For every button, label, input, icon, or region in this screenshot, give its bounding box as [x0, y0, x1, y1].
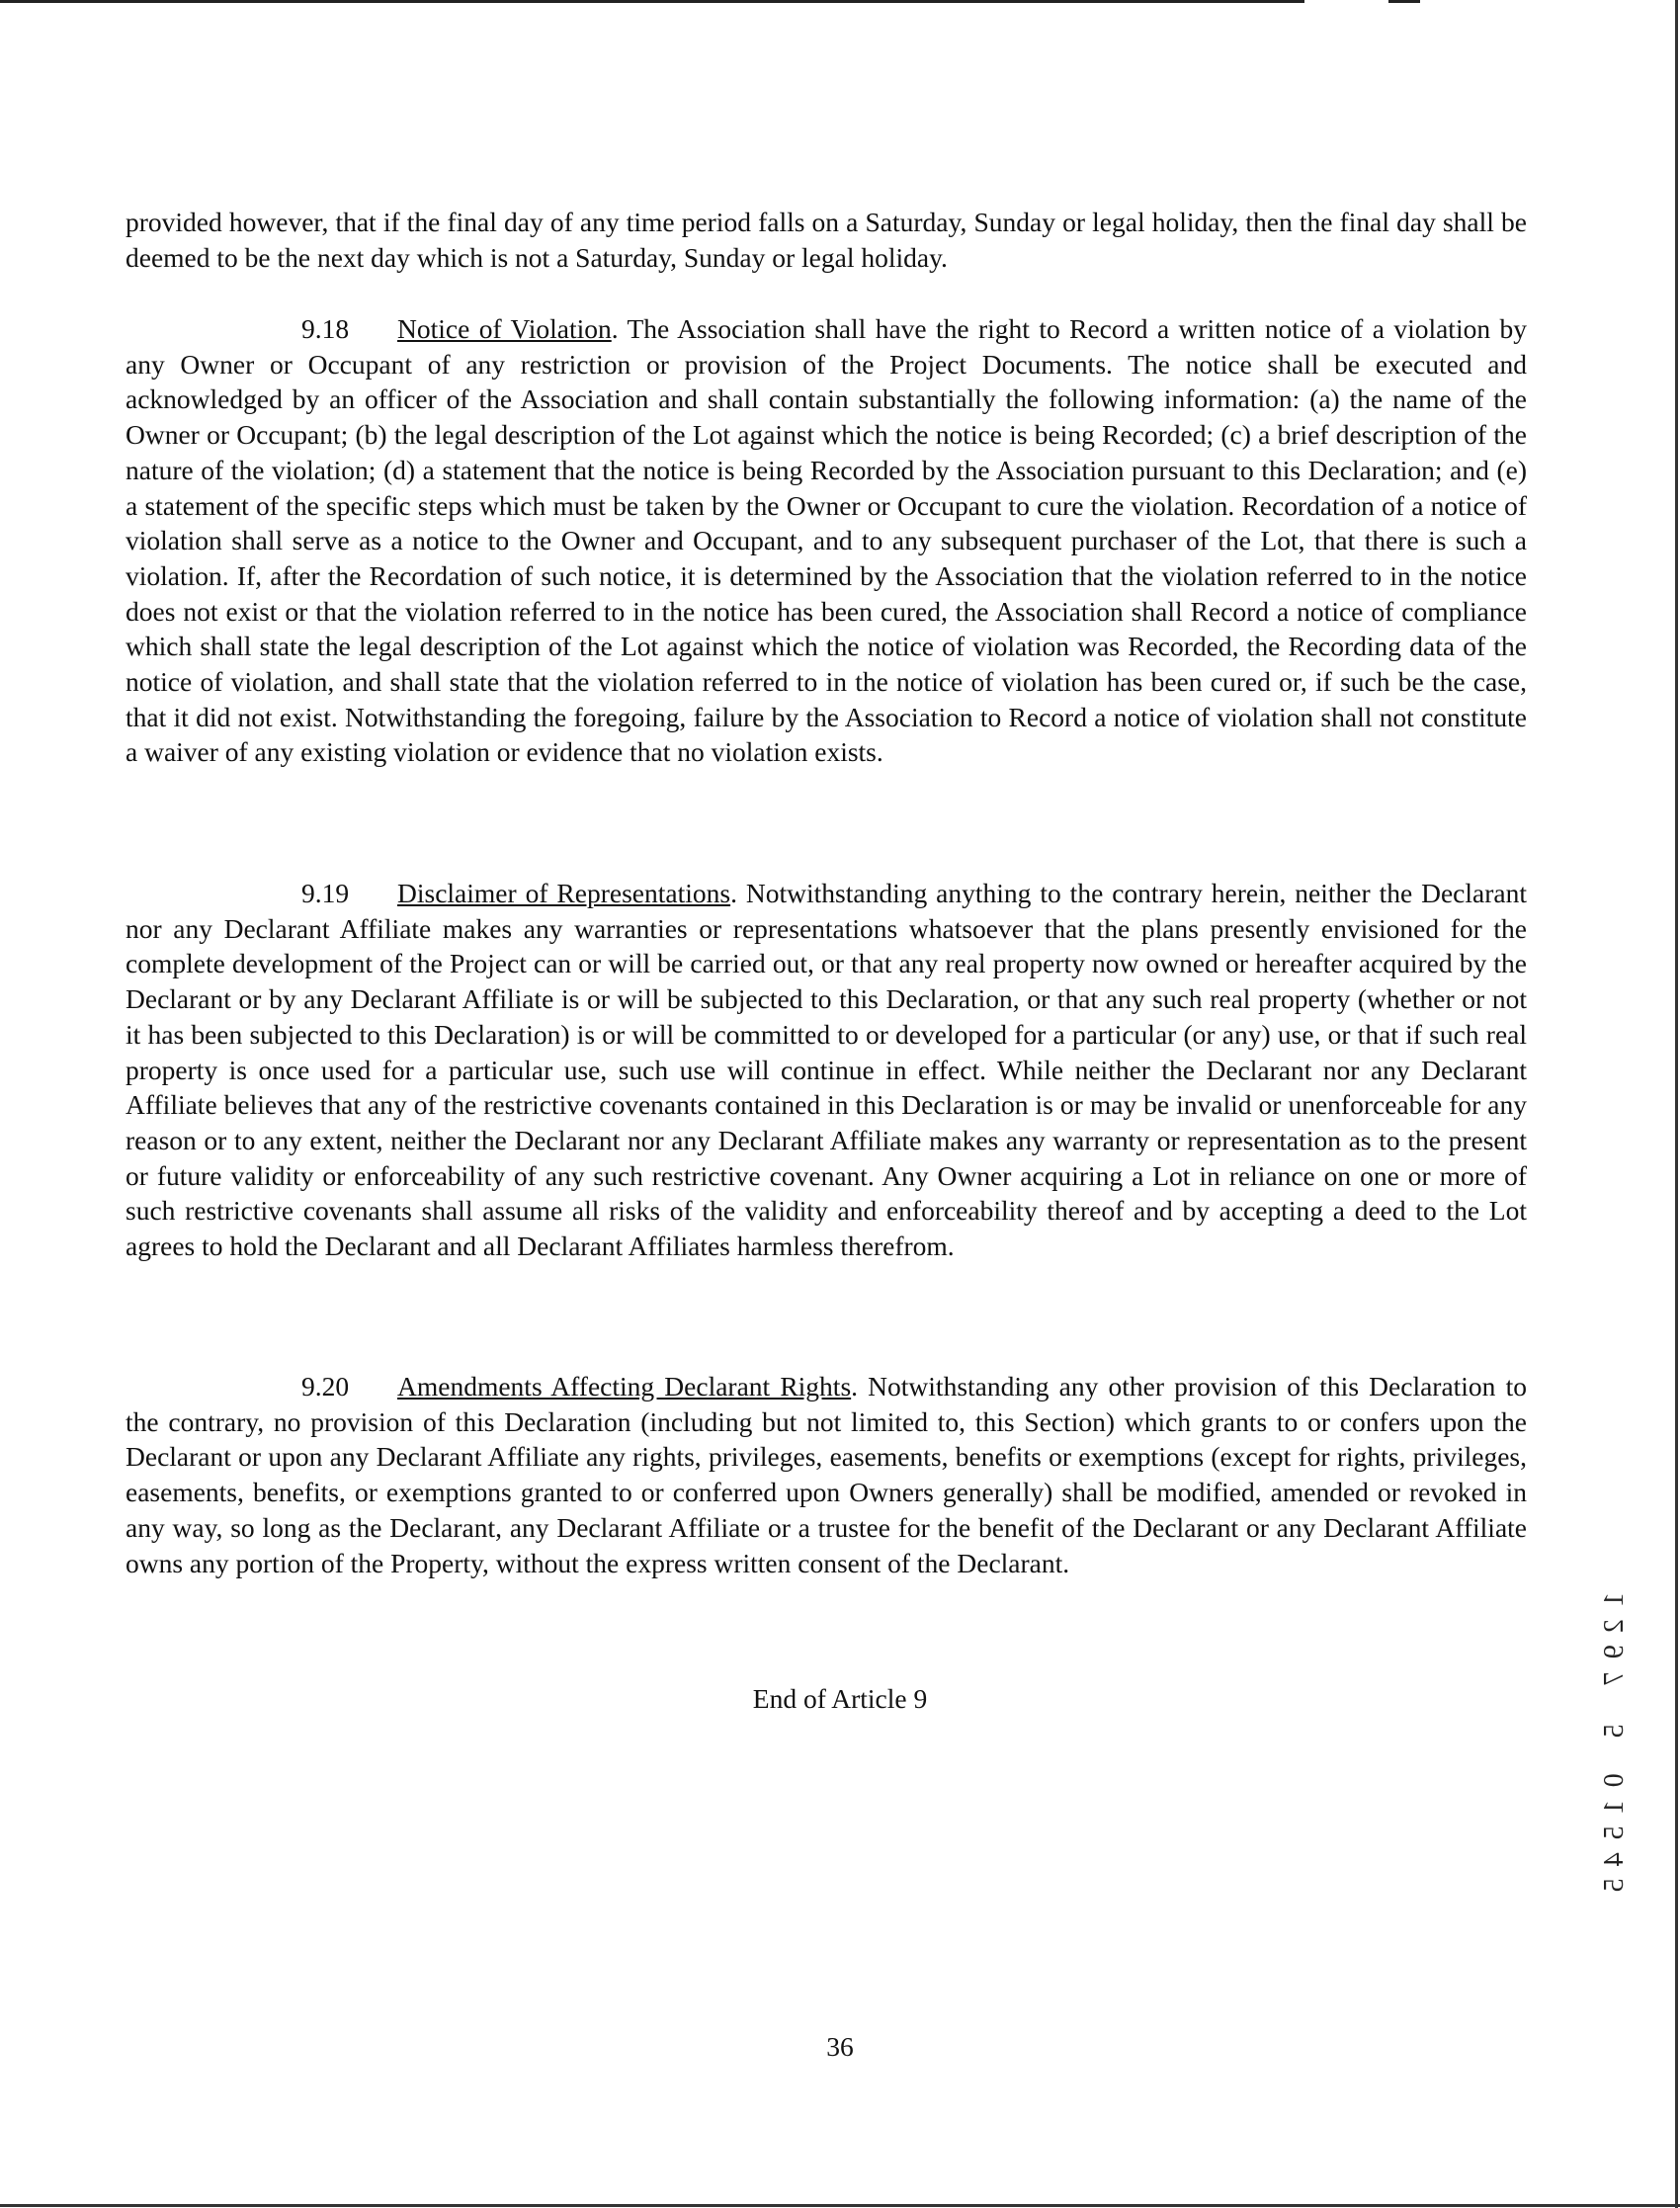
recording-stamp	[1598, 1586, 1630, 1899]
scan-right-border	[1675, 0, 1678, 2208]
section-text: . Notwithstanding any other provision of this Declaration to the contrary, no provision of this Declaration (including but not limited to, this Section) which grants to or confers upon the Declarant or upon any Declarant Affiliate any rights, privileges, easements, benefits or exemptions (except for rights, privileges, easements, benefits, or exemptions granted to or conferred upon Owners generally) shall be modified, amended or revoked in any way, so long as the Declarant, any Declarant Affiliate or a trustee for the benefit of the Declarant or any Declarant Affiliate owns any portion of the Property, without the express written consent of the Declarant.	[126, 1371, 1527, 1578]
recording-number-part2	[1598, 1767, 1630, 1899]
section-title: Disclaimer of Representations	[397, 878, 731, 908]
recording-digit: 0	[1598, 1773, 1630, 1788]
recording-number-part1	[1598, 1586, 1630, 1743]
recording-digit: 7	[1598, 1670, 1630, 1685]
end-of-article-label: End of Article 9	[752, 1683, 928, 1714]
recording-digit	[1602, 1690, 1629, 1718]
recording-digit: 2	[1598, 1618, 1630, 1633]
recording-digit: 1	[1598, 1592, 1630, 1607]
recording-digit: 4	[1598, 1851, 1630, 1866]
page-number: 36	[826, 2031, 854, 2062]
continuation-paragraph	[126, 205, 1527, 275]
recording-digit: 5	[1598, 1723, 1630, 1738]
section-number: 9.20	[301, 1371, 350, 1401]
section-9-19	[126, 876, 1527, 1264]
scan-bottom-border	[0, 2204, 1680, 2207]
scan-top-mark	[1388, 0, 1420, 3]
section-title: Amendments Affecting Declarant Rights	[397, 1371, 852, 1401]
section-9-20	[126, 1369, 1527, 1580]
section-text: . Notwithstanding anything to the contrary herein, neither the Declarant nor any Declarant Affiliate makes any warranties or representations whatsoever that the plans presently envisioned for the complete development of the Project can or will be carried out, or that any real property now owned or hereafter acquired by the Declarant or by any Declarant Affiliate is or will be subjected to this Declaration, or that any such real property (whether or not it has been subjected to this Declaration) is or will be committed to or developed for a particular (or any) use, or that if such real property is once used for a particular use, such use will continue in effect. While neither the Declarant nor any Declarant Affiliate believes that any of the restrictive covenants contained in this Declaration is or may be invalid or unenforceable for any reason or to any extent, neither the Declarant nor any Declarant Affiliate makes any warranty or representation as to the present or future validity or enforceability of any such restrictive covenant. Any Owner acquiring a Lot in reliance on one or more of such restrictive covenants shall assume all risks of the validity and enforceability thereof and by accepting a deed to the Lot agrees to hold the Declarant and all Declarant Affiliates harmless therefrom.	[126, 878, 1527, 1262]
recording-digit: 5	[1598, 1878, 1630, 1893]
section-number: 9.19	[301, 878, 350, 908]
section-9-18	[126, 311, 1527, 770]
recording-digit: 5	[1598, 1826, 1630, 1840]
recording-digit: 9	[1598, 1645, 1630, 1659]
section-number: 9.18	[301, 313, 350, 344]
scan-top-rule	[0, 0, 1304, 3]
section-text: . The Association shall have the right to Record a written notice of a violation by any Owner or Occupant of any restriction or provision of the Project Documents. The notice shall be executed and acknowledged by an officer of the Association and shall contain substantially the following information: (a) the name of the Owner or Occupant; (b) the legal description of the Lot against which the notice is being Recorded; (c) a brief description of the nature of the violation; (d) a statement that the notice is being Recorded by the Association pursuant to this Declaration; and (e) a statement of the specific steps which must be taken by the Owner or Occupant to cure the violation. Recordation of a notice of violation shall serve as a notice to the Owner and Occupant, and to any subsequent purchaser of the Lot, that there is such a violation. If, after the Recordation of such notice, it is determined by the Association that the violation referred to in the notice does not exist or that the violation referred to in the notice has been cured, the Association shall Record a notice of compliance which shall state the legal description of the Lot against which the notice of violation was Recorded, the Recording data of the notice of violation, and shall state that the violation referred to in the notice of violation has been cured or, if such be the case, that it did not exist. Notwithstanding the foregoing, failure by the Association to Record a notice of violation shall not constitute a waiver of any existing violation or evidence that no violation exists.	[126, 313, 1527, 768]
section-title: Notice of Violation	[397, 313, 612, 344]
recording-digit: 1	[1598, 1799, 1630, 1814]
continuation-text: provided however, that if the final day of any time period falls on a Saturday, Sunday or legal holiday, then the final day shall be deemed to be the next day which is not a Saturday, Sunday or legal holiday.	[126, 207, 1527, 273]
